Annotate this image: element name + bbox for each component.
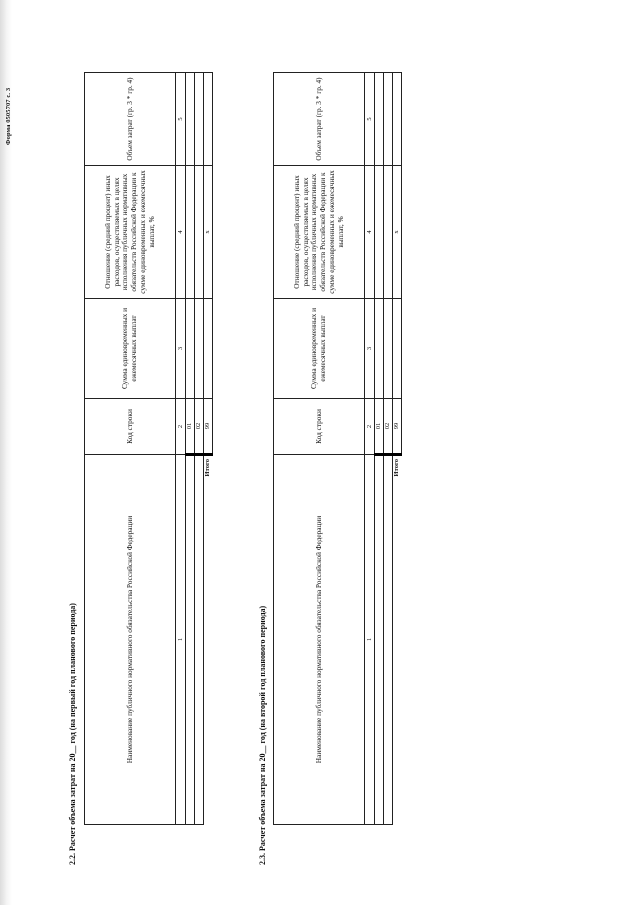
- colnum-1: 1: [176, 455, 186, 825]
- total-code: 99: [393, 399, 402, 455]
- cost-table-second-year: [273, 72, 402, 825]
- row-volume-cell[interactable]: [186, 73, 195, 166]
- form-code: Форма 0505707 с. 3: [5, 87, 12, 145]
- colnum-4: 4: [365, 166, 375, 299]
- row-volume-cell[interactable]: [375, 73, 384, 166]
- row-volume-cell[interactable]: [384, 73, 393, 166]
- colnum-3: 3: [176, 299, 186, 399]
- header-name: Наименование публичного нормативного обязательства Российской Федерации: [274, 455, 365, 825]
- colnum-5: 5: [176, 73, 186, 166]
- row-sum-cell[interactable]: [384, 299, 393, 399]
- row-code: 02: [195, 399, 204, 455]
- row-sum-cell[interactable]: [195, 299, 204, 399]
- header-volume: Объем затрат (гр. 3 * гр. 4): [274, 73, 365, 166]
- colnum-2: 2: [176, 399, 186, 455]
- section-title-2-3: 2.3. Расчет объема затрат на 20__ год (на второй год планового периода): [258, 605, 267, 865]
- total-volume-cell[interactable]: [204, 73, 213, 166]
- row-name-cell[interactable]: [384, 455, 393, 825]
- header-sum: Сумма единовременных и ежемесячных выплат: [85, 299, 176, 399]
- row-ratio-cell[interactable]: [375, 166, 384, 299]
- row-sum-cell[interactable]: [186, 299, 195, 399]
- colnum-4: 4: [176, 166, 186, 299]
- header-ratio: Отношение (средний процент) иных расходов, осуществляемых в целях исполнения публичных нормативных обязательств Российской Федерации к сумме единовременных и ежемесячных выплат, %: [85, 166, 176, 299]
- total-ratio: x: [393, 166, 402, 299]
- row-sum-cell[interactable]: [375, 299, 384, 399]
- section-title-2-2: 2.2. Расчет объема затрат на 20__ год (на первый год планового периода): [68, 603, 77, 865]
- header-ratio: Отношение (средний процент) иных расходов, осуществляемых в целях исполнения публичных нормативных обязательств Российской Федерации к сумме единовременных и ежемесячных выплат, %: [274, 166, 365, 299]
- header-code: Код строки: [85, 399, 176, 455]
- header-volume: Объем затрат (гр. 3 * гр. 4): [85, 73, 176, 166]
- total-volume-cell[interactable]: [393, 73, 402, 166]
- row-name-cell[interactable]: [186, 455, 195, 825]
- row-ratio-cell[interactable]: [195, 166, 204, 299]
- row-ratio-cell[interactable]: [186, 166, 195, 299]
- colnum-2: 2: [365, 399, 375, 455]
- total-ratio: x: [204, 166, 213, 299]
- row-ratio-cell[interactable]: [384, 166, 393, 299]
- row-code: 02: [384, 399, 393, 455]
- cost-table-first-year: [84, 72, 213, 825]
- row-code: 01: [375, 399, 384, 455]
- header-sum: Сумма единовременных и ежемесячных выплат: [274, 299, 365, 399]
- total-code: 99: [204, 399, 213, 455]
- total-sum-cell[interactable]: [204, 299, 213, 399]
- row-name-cell[interactable]: [375, 455, 384, 825]
- row-name-cell[interactable]: [195, 455, 204, 825]
- row-code: 01: [186, 399, 195, 455]
- header-name: Наименование публичного нормативного обязательства Российской Федерации: [85, 455, 176, 825]
- total-sum-cell[interactable]: [393, 299, 402, 399]
- colnum-5: 5: [365, 73, 375, 166]
- total-label: Итого: [393, 455, 402, 825]
- total-label: Итого: [204, 455, 213, 825]
- colnum-3: 3: [365, 299, 375, 399]
- header-code: Код строки: [274, 399, 365, 455]
- row-volume-cell[interactable]: [195, 73, 204, 166]
- colnum-1: 1: [365, 455, 375, 825]
